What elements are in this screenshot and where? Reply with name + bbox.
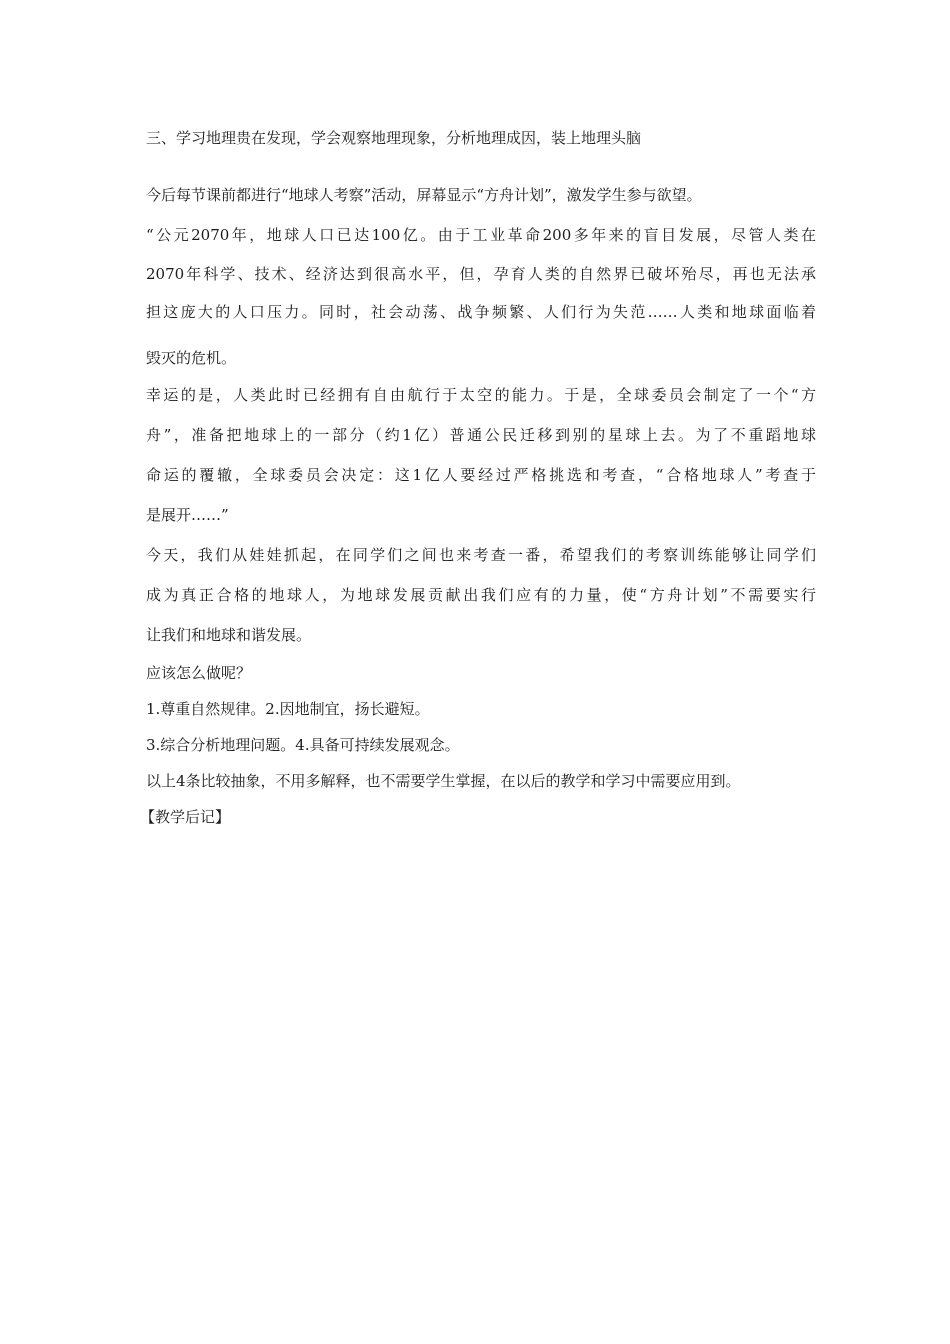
today-paragraph-line: 今天，我们从娃娃抓起，在同学们之间也来考查一番，希望我们的考察训练能够让同学们	[146, 546, 816, 564]
story-paragraph-line: 是展开……”	[146, 506, 229, 524]
summary-line: 以上4条比较抽象，不用多解释，也不需要学生掌握，在以后的教学和学习中需要应用到。	[146, 772, 741, 790]
story-paragraph-line: 命运的覆辙，全球委员会决定：这1亿人要经过严格挑选和考查，“合格地球人”考查于	[146, 466, 816, 484]
points-line: 1.尊重自然规律。2.因地制宜，扬长避短。	[146, 700, 430, 718]
section-heading: 三、学习地理贵在发现，学会观察地理现象，分析地理成因，装上地理头脑	[146, 129, 642, 147]
afterword-heading: 【教学后记】	[140, 808, 231, 826]
points-line: 3.综合分析地理问题。4.具备可持续发展观念。	[146, 736, 460, 754]
story-paragraph-line: “公元2070年，地球人口已达100亿。由于工业革命200多年来的盲目发展，尽管人类在	[146, 226, 816, 244]
story-paragraph-line: 担这庞大的人口压力。同时，社会动荡、战争频繁、人们行为失范……人类和地球面临着	[146, 303, 816, 321]
question-line: 应该怎么做呢？	[146, 664, 252, 682]
today-paragraph-line: 成为真正合格的地球人，为地球发展贡献出我们应有的力量，使“方舟计划”不需要实行	[146, 586, 816, 604]
story-paragraph-line: 2070年科学、技术、经济达到很高水平，但，孕育人类的自然界已破坏殆尽，再也无法承	[146, 265, 816, 283]
intro-paragraph: 今后每节课前都进行“地球人考察”活动，屏幕显示“方舟计划”，激发学生参与欲望。	[146, 186, 702, 204]
today-paragraph-line: 让我们和地球和谐发展。	[146, 626, 312, 644]
story-paragraph-line: 幸运的是，人类此时已经拥有自由航行于太空的能力。于是，全球委员会制定了一个“方	[146, 386, 816, 404]
story-paragraph-line: 毁灭的危机。	[146, 349, 237, 367]
story-paragraph-line: 舟”，准备把地球上的一部分（约1亿）普通公民迁移到别的星球上去。为了不重蹈地球	[146, 426, 816, 444]
